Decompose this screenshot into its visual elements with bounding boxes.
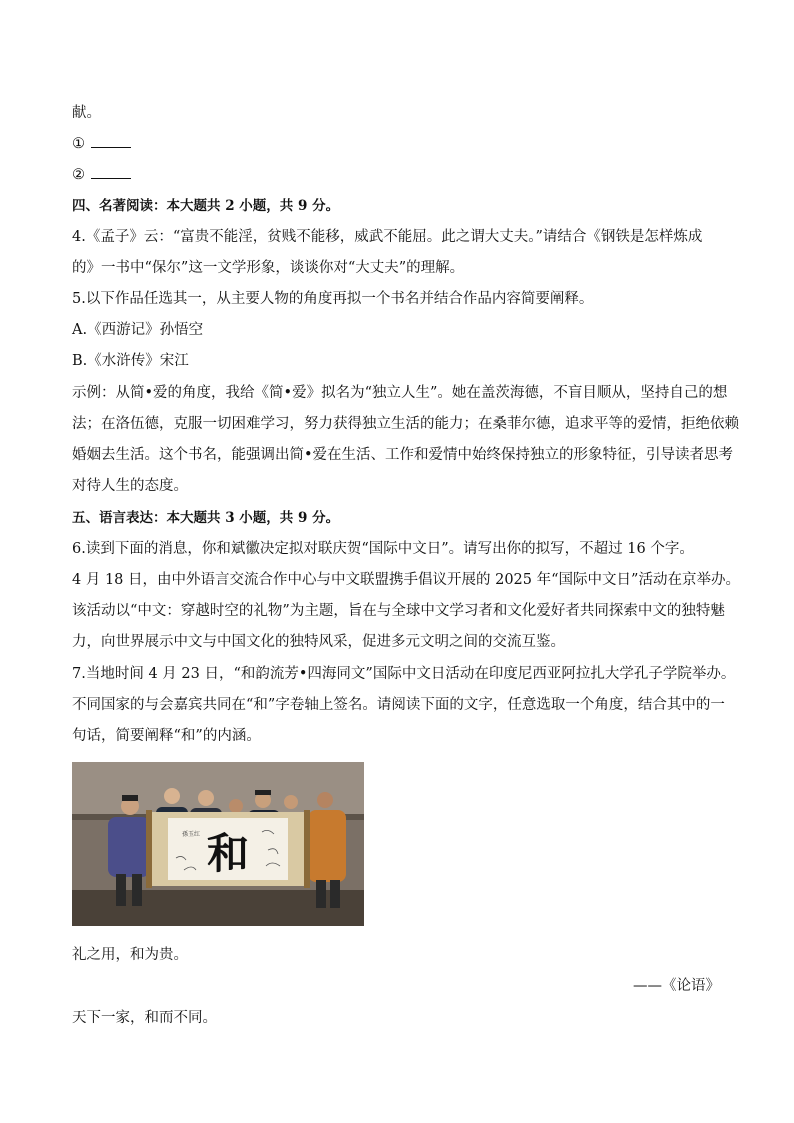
scroll-character: 和 bbox=[206, 829, 250, 878]
quote-source: ——《论语》 bbox=[633, 978, 720, 994]
news-text: 该活动以“中文：穿越时空的礼物”为主题，旨在与全球中文学习者和文化爱好者共同探索中文的独特魅 bbox=[72, 603, 725, 619]
option-a: A.《西游记》孙悟空 bbox=[72, 322, 204, 338]
text-line: 献。 bbox=[72, 105, 101, 121]
person-head bbox=[284, 795, 298, 809]
answer-line-1 bbox=[72, 133, 722, 154]
person-head bbox=[317, 792, 333, 808]
question-5: 5.以下作品任选其一，从主要人物的角度再拟一个书名并结合作品内容简要阐释。 bbox=[72, 291, 594, 307]
person-head bbox=[198, 790, 214, 806]
example-text: 婚姻去生活。这个书名，能强调出简•爱在生活、工作和爱情中始终保持独立的形象特征，引导读者思考 bbox=[72, 447, 734, 463]
question-4-cont: 的》一书中“保尔”这一文学形象，谈谈你对“大丈夫”的理解。 bbox=[72, 260, 465, 276]
event-photo bbox=[72, 762, 364, 926]
scroll-signature: 孫玉红 bbox=[182, 831, 201, 838]
news-text: 4 月 18 日，由中外语言交流合作中心与中文联盟携手倡议开展的 2025 年“国际中文日”活动在京举办。 bbox=[72, 572, 740, 588]
news-text: 力，向世界展示中文与中国文化的独特风采，促进多元文明之间的交流互鉴。 bbox=[72, 634, 565, 650]
quote-text: 礼之用，和为贵。 bbox=[72, 947, 188, 963]
photo-illustration bbox=[72, 762, 364, 926]
quote-text: 天下一家，和而不同。 bbox=[72, 1010, 217, 1026]
question-7-cont: 不同国家的与会嘉宾共同在“和”字卷轴上签名。请阅读下面的文字，任意选取一个角度，结合其中的一 bbox=[72, 697, 725, 713]
option-b: B.《水浒传》宋江 bbox=[72, 353, 189, 369]
answer-blank[interactable] bbox=[91, 133, 131, 148]
example-text: 示例：从简•爱的角度，我给《简•爱》拟名为“独立人生”。她在盖茨海德，不盲目顺从，坚持自己的想 bbox=[72, 385, 728, 401]
person-head bbox=[229, 799, 243, 813]
section-header-five: 五、语言表达：本大题共 3 小题，共 9 分。 bbox=[72, 510, 340, 526]
question-7: 7.当地时间 4 月 23 日，“和韵流芳•四海同文”国际中文日活动在印度尼西亚阿拉扎大学孔子学院举办。 bbox=[72, 666, 736, 682]
person-head bbox=[164, 788, 180, 804]
answer-blank[interactable] bbox=[91, 164, 131, 179]
answer-number: ① bbox=[72, 136, 85, 152]
question-7-cont: 句话，简要阐释“和”的内涵。 bbox=[72, 728, 261, 744]
example-text: 对待人生的态度。 bbox=[72, 478, 188, 494]
answer-number: ② bbox=[72, 167, 85, 183]
section-header-four: 四、名著阅读：本大题共 2 小题，共 9 分。 bbox=[72, 198, 340, 214]
question-4: 4.《孟子》云：“富贵不能淫，贫贱不能移，威武不能屈。此之谓大丈夫。”请结合《钢铁是怎样炼成 bbox=[72, 229, 703, 245]
question-6: 6.读到下面的消息，你和斌徽决定拟对联庆贺“国际中文日”。请写出你的拟写，不超过 16 个字。 bbox=[72, 541, 694, 557]
answer-line-2 bbox=[72, 164, 722, 185]
example-text: 法；在洛伍德，克服一切困难学习，努力获得独立生活的能力；在桑菲尔德，追求平等的爱情，拒绝依赖 bbox=[72, 416, 739, 432]
